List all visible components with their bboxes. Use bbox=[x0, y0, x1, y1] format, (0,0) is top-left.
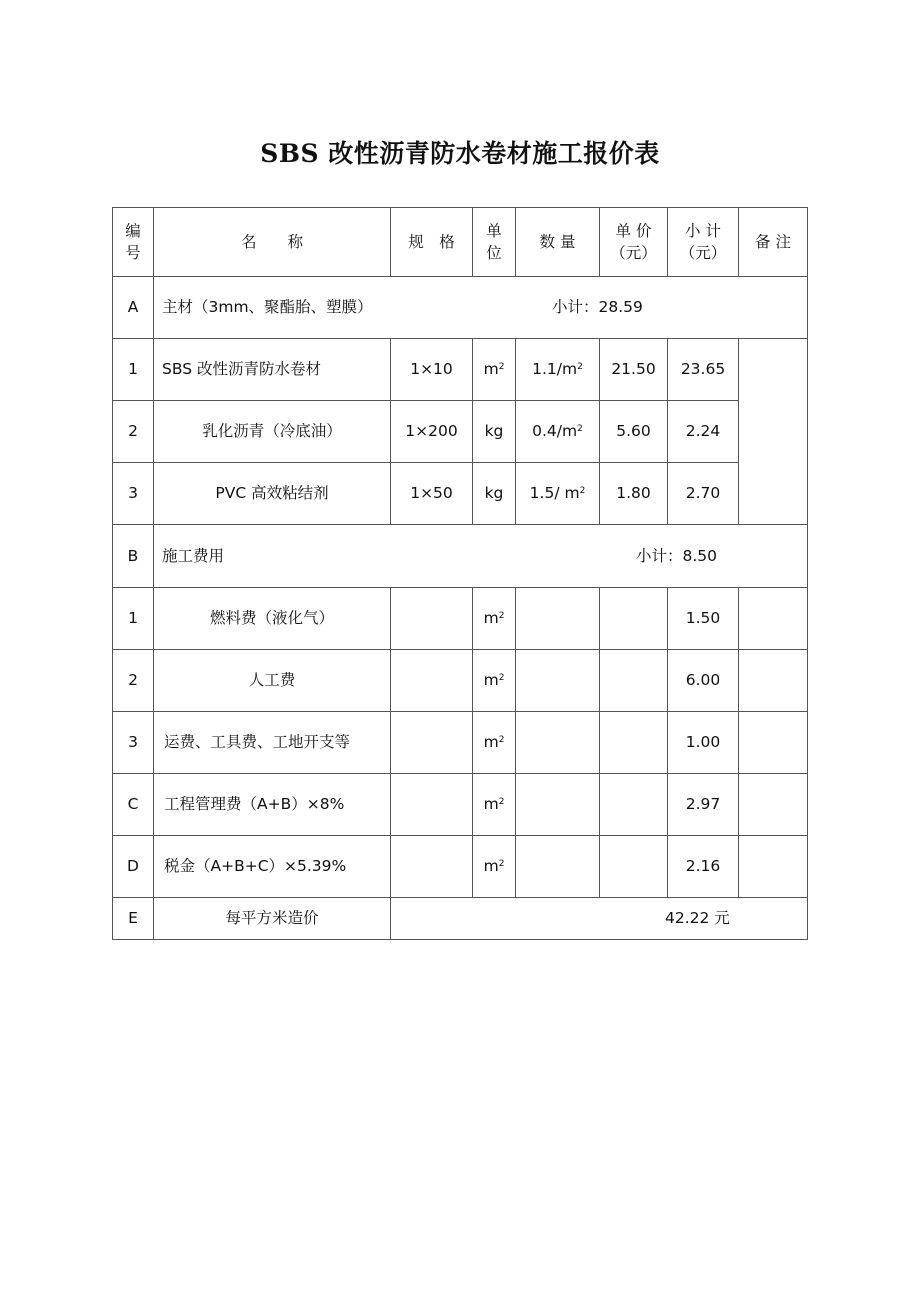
table-row-b3-name-text: 运费、工具费、工地开支等 bbox=[164, 733, 351, 752]
table-row-b3-code bbox=[112, 711, 154, 774]
header-spec-text: 规 格 bbox=[408, 232, 455, 251]
table-row-a1-qty-text: 1.1/m bbox=[532, 360, 578, 379]
table-row-a3-qty-superscript: 2 bbox=[579, 485, 586, 496]
section-a-subtotal: 小计：28.59 bbox=[552, 298, 643, 317]
header-price-line1: 单 价 bbox=[615, 221, 652, 240]
table-row-a3-code-text: 3 bbox=[128, 484, 138, 503]
table-row-a1-unit-text: m bbox=[483, 360, 499, 379]
header-qty-text: 数 量 bbox=[539, 232, 576, 251]
table-row-d-unit bbox=[472, 835, 516, 898]
table-row-a1-qty bbox=[515, 338, 600, 401]
table-row-c-name-text: 工程管理费（A+B）×8% bbox=[164, 795, 345, 814]
table-row-d-price bbox=[599, 835, 668, 898]
table-row-b3-unit bbox=[472, 711, 516, 774]
header-remark-text: 备 注 bbox=[755, 232, 791, 251]
table-row-a1-subtotal-text: 23.65 bbox=[680, 360, 726, 379]
table-row-a3-code bbox=[112, 462, 154, 525]
table-row-b1-unit-superscript: 2 bbox=[498, 610, 505, 621]
table-row-b1-price bbox=[599, 587, 668, 650]
section-b-subtotal: 小计：8.50 bbox=[636, 546, 718, 565]
table-row-a2-code bbox=[112, 400, 154, 463]
table-row-b2-price bbox=[599, 649, 668, 712]
table-row-b2-unit-superscript: 2 bbox=[498, 672, 505, 683]
header-unit-line1: 单 bbox=[486, 221, 502, 240]
table-row-b2-code-text: 2 bbox=[128, 671, 138, 690]
table-row-a2-subtotal bbox=[667, 400, 739, 463]
table-row-a3-subtotal-text: 2.70 bbox=[685, 484, 721, 503]
header-code-line2: 号 bbox=[125, 244, 141, 262]
header-code bbox=[112, 207, 154, 277]
table-row-a3-unit-text: kg bbox=[484, 484, 504, 503]
table-row-a1-code-text: 1 bbox=[128, 360, 138, 379]
table-row-d-subtotal bbox=[667, 835, 739, 898]
table-row-b1-spec bbox=[390, 587, 473, 650]
table-row-a1-name bbox=[153, 338, 391, 401]
table-row-c-spec bbox=[390, 773, 473, 836]
table-row-d-remark bbox=[738, 835, 808, 898]
table-row-b3-code-text: 3 bbox=[128, 733, 138, 752]
header-subtotal bbox=[667, 207, 739, 277]
table-row-c-name bbox=[153, 773, 391, 836]
table-row-a2-price bbox=[599, 400, 668, 463]
table-row-a1-subtotal bbox=[667, 338, 739, 401]
table-row-d-qty bbox=[515, 835, 600, 898]
table-row-d-name-text: 税金（A+B+C）×5.39% bbox=[164, 857, 347, 876]
table-row-c-qty bbox=[515, 773, 600, 836]
table-row-a2-spec-text: 1×200 bbox=[405, 422, 458, 441]
table-row-a3-qty bbox=[515, 462, 600, 525]
header-name bbox=[153, 207, 391, 277]
header-price bbox=[599, 207, 668, 277]
header-remark bbox=[738, 207, 808, 277]
table-row-b2-unit-text: m bbox=[483, 671, 499, 690]
table-row-b2-name bbox=[153, 649, 391, 712]
header-spec bbox=[390, 207, 473, 277]
table-row-b1-unit bbox=[472, 587, 516, 650]
header-unit-line2: 位 bbox=[486, 244, 502, 262]
section-b-code bbox=[112, 524, 154, 588]
table-row-b3-unit-superscript: 2 bbox=[498, 734, 505, 745]
header-price-line2: （元） bbox=[610, 244, 657, 262]
table-row-b3-subtotal bbox=[667, 711, 739, 774]
table-row-a3-price-text: 1.80 bbox=[616, 484, 651, 503]
section-e-code bbox=[112, 897, 154, 940]
table-row-d-unit-text: m bbox=[483, 857, 499, 876]
table-row-c-unit bbox=[472, 773, 516, 836]
header-subtotal-line1: 小 计 bbox=[685, 221, 721, 240]
header-code-line1: 编 bbox=[125, 221, 141, 240]
table-row-c-code-text: C bbox=[127, 795, 139, 814]
section-e-total bbox=[390, 897, 808, 940]
table-row-b1-code bbox=[112, 587, 154, 650]
table-row-b1-name bbox=[153, 587, 391, 650]
table-row-c-price bbox=[599, 773, 668, 836]
table-row-b2-subtotal-text: 6.00 bbox=[685, 671, 721, 690]
table-row-a2-qty bbox=[515, 400, 600, 463]
table-row-b2-unit bbox=[472, 649, 516, 712]
table-row-d-code-text: D bbox=[127, 857, 139, 876]
section-a-remark bbox=[738, 338, 808, 525]
table-row-a3-unit bbox=[472, 462, 516, 525]
table-row-b1-unit-text: m bbox=[483, 609, 499, 628]
section-a-title bbox=[153, 276, 808, 339]
table-row-b2-code bbox=[112, 649, 154, 712]
table-row-a1-unit-superscript: 2 bbox=[498, 361, 505, 372]
section-e-name bbox=[153, 897, 391, 940]
table-row-a2-code-text: 2 bbox=[128, 422, 138, 441]
section-b-title bbox=[153, 524, 808, 588]
table-row-d-code bbox=[112, 835, 154, 898]
table-row-d-subtotal-text: 2.16 bbox=[685, 857, 721, 876]
table-row-a3-name bbox=[153, 462, 391, 525]
table-row-c-unit-text: m bbox=[483, 795, 499, 814]
table-row-a2-name-text: 乳化沥青（冷底油） bbox=[202, 422, 342, 441]
table-row-a3-name-text: PVC 高效粘结剂 bbox=[215, 484, 329, 503]
section-b-code-text: B bbox=[127, 546, 139, 565]
table-row-a2-unit bbox=[472, 400, 516, 463]
table-row-b1-subtotal-text: 1.50 bbox=[685, 609, 721, 628]
table-row-b3-remark bbox=[738, 711, 808, 774]
table-row-a1-spec bbox=[390, 338, 473, 401]
table-row-c-unit-superscript: 2 bbox=[498, 796, 505, 807]
table-row-b3-price bbox=[599, 711, 668, 774]
table-row-d-name bbox=[153, 835, 391, 898]
section-e-code-text: E bbox=[128, 909, 138, 928]
table-row-c-code bbox=[112, 773, 154, 836]
table-row-a2-price-text: 5.60 bbox=[616, 422, 651, 441]
table-row-b1-remark bbox=[738, 587, 808, 650]
table-row-a2-unit-text: kg bbox=[484, 422, 504, 441]
table-row-a2-spec bbox=[390, 400, 473, 463]
table-row-a1-price-text: 21.50 bbox=[611, 360, 656, 379]
section-a-name: 主材（3mm、聚酯胎、塑膜） bbox=[162, 298, 373, 317]
table-row-b2-spec bbox=[390, 649, 473, 712]
table-row-b2-subtotal bbox=[667, 649, 739, 712]
table-row-b3-qty bbox=[515, 711, 600, 774]
table-row-d-unit-superscript: 2 bbox=[498, 858, 505, 869]
table-row-b3-subtotal-text: 1.00 bbox=[685, 733, 721, 752]
table-row-a2-subtotal-text: 2.24 bbox=[685, 422, 721, 441]
table-row-a3-subtotal bbox=[667, 462, 739, 525]
table-row-a1-qty-superscript: 2 bbox=[577, 361, 583, 372]
table-row-a2-name bbox=[153, 400, 391, 463]
table-row-a3-price bbox=[599, 462, 668, 525]
table-row-a3-spec bbox=[390, 462, 473, 525]
section-a-code bbox=[112, 276, 154, 339]
total-price: 42.22 元 bbox=[665, 909, 730, 928]
table-row-b2-name-text: 人工费 bbox=[248, 671, 296, 690]
table-row-a1-unit bbox=[472, 338, 516, 401]
section-e-name-text: 每平方米造价 bbox=[225, 909, 319, 928]
table-row-d-spec bbox=[390, 835, 473, 898]
header-unit bbox=[472, 207, 516, 277]
table-row-b2-qty bbox=[515, 649, 600, 712]
table-row-b1-code-text: 1 bbox=[128, 609, 138, 628]
table-row-c-remark bbox=[738, 773, 808, 836]
table-row-b1-subtotal bbox=[667, 587, 739, 650]
table-row-a1-code bbox=[112, 338, 154, 401]
table-row-c-subtotal bbox=[667, 773, 739, 836]
table-row-c-subtotal-text: 2.97 bbox=[685, 795, 721, 814]
table-row-b3-name bbox=[153, 711, 391, 774]
section-a-code-text: A bbox=[127, 298, 139, 317]
table-row-b2-remark bbox=[738, 649, 808, 712]
header-name-text: 名 称 bbox=[240, 232, 303, 251]
table-row-a1-price bbox=[599, 338, 668, 401]
table-row-b3-unit-text: m bbox=[483, 733, 499, 752]
table-row-a1-name-text: SBS 改性沥青防水卷材 bbox=[162, 360, 321, 379]
table-row-b1-qty bbox=[515, 587, 600, 650]
header-qty bbox=[515, 207, 600, 277]
table-row-a1-spec-text: 1×10 bbox=[410, 360, 453, 379]
table-row-a2-qty-superscript: 2 bbox=[577, 423, 583, 434]
table-row-b3-spec bbox=[390, 711, 473, 774]
table-row-a3-spec-text: 1×50 bbox=[410, 484, 453, 503]
section-b-name: 施工费用 bbox=[162, 546, 225, 565]
header-subtotal-line2: （元） bbox=[679, 244, 727, 262]
table-row-b1-name-text: 燃料费（液化气） bbox=[209, 609, 334, 628]
page-title: SBS 改性沥青防水卷材施工报价表 bbox=[260, 139, 660, 168]
table-row-a3-qty-text: 1.5/ m bbox=[529, 484, 580, 503]
table-row-a2-qty-text: 0.4/m bbox=[532, 422, 578, 441]
